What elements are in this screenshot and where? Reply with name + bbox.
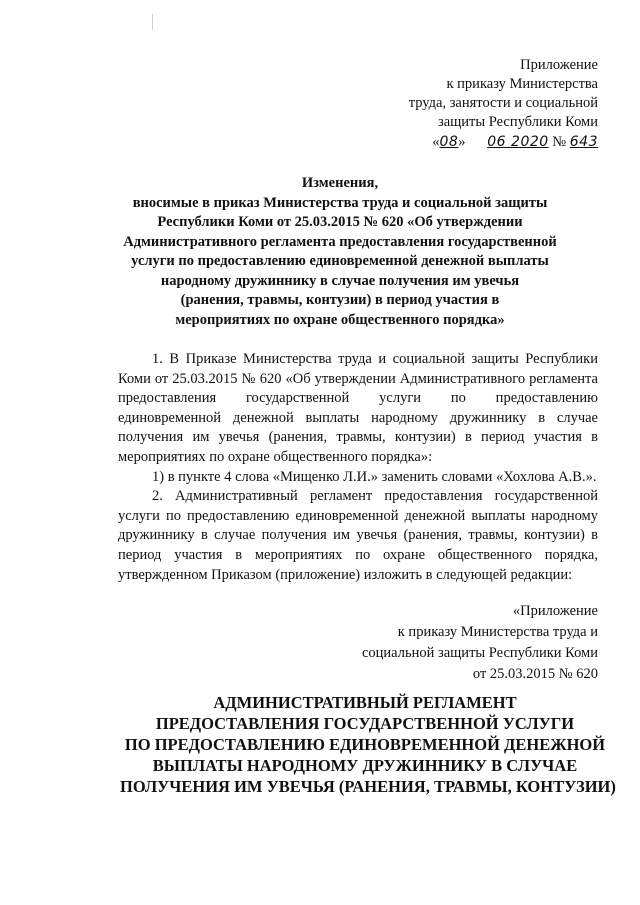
appendix-line: социальной защиты Республики Коми xyxy=(361,645,598,661)
changes-title-line: услуги по предоставлению единовременной денежной выплаты xyxy=(131,253,549,269)
appendix-line: от 25.03.2015 № 620 xyxy=(472,666,598,682)
regulation-title-line: ПРЕДОСТАВЛЕНИЯ ГОСУДАРСТВЕННОЙ УСЛУГИ xyxy=(155,714,575,733)
regulation-appendix-header xyxy=(298,601,598,685)
order-quote-close: » xyxy=(458,134,466,150)
appendix-line: к приказу Министерства труда и xyxy=(397,624,598,640)
appendix-line: «Приложение xyxy=(512,603,598,619)
regulation-title-line: АДМИНИСТРАТИВНЫЙ РЕГЛАМЕНТ xyxy=(213,693,517,712)
header-line: защиты Республики Коми xyxy=(437,114,598,130)
header-line: труда, занятости и социальной xyxy=(408,95,598,111)
order-quote-open: « xyxy=(432,134,440,150)
order-date-number xyxy=(338,133,598,152)
paragraph-2: 2. Административный регламент предоставления государственной услуги по предоставлению единовременной денежной выплаты народному дружиннику в случае получения им увечья (ранения, травмы, контузии) в период участия в мероприятиях по охране общественного порядка, утвержденном Приказом (приложение) изложить в следующей редакции: xyxy=(118,488,598,583)
changes-title-line: народному дружиннику в случае получения им увечья xyxy=(160,272,520,289)
changes-title-line: Изменения, xyxy=(301,175,379,191)
order-date-handwritten: 06 2020 xyxy=(487,134,549,150)
document-body xyxy=(118,350,598,585)
changes-title-line: (ранения, травмы, контузии) в период участия в xyxy=(180,292,500,308)
paragraph-1: 1. В Приказе Министерства труда и социальной защиты Республики Коми от 25.03.2015 № 620 «Об утверждении Административного регламента предоставления государственной услуги по предоставлению единовременной денежной выплаты народному дружиннику в случае получения им увечья (ранения, травмы, контузии) в период участия в мероприятиях по охране общественного порядка»: xyxy=(118,351,598,465)
order-attachment-header xyxy=(338,56,598,152)
paragraph-1-subitem-1: 1) в пункте 4 слова «Мищенко Л.И.» заменить словами «Хохлова А.В.». xyxy=(152,468,597,485)
changes-title xyxy=(120,174,560,330)
order-number-handwritten: 643 xyxy=(569,134,598,150)
changes-title-line: мероприятиях по охране общественного порядка» xyxy=(175,311,505,328)
regulation-title-line: ПО ПРЕДОСТАВЛЕНИЮ ЕДИНОВРЕМЕННОЙ ДЕНЕЖНОЙ xyxy=(124,735,606,754)
order-day-handwritten: 08 xyxy=(439,134,459,150)
regulation-title xyxy=(120,692,616,797)
header-line: к приказу Министерства xyxy=(446,76,598,92)
changes-title-line: Административного регламента предоставления государственной xyxy=(123,233,557,250)
header-line: Приложение xyxy=(520,57,598,73)
regulation-title-line: ПОЛУЧЕНИЯ ИМ УВЕЧЬЯ (РАНЕНИЯ, ТРАВМЫ, КОНТУЗИИ) xyxy=(120,777,616,796)
order-number-label: № xyxy=(552,134,567,150)
changes-title-line: вносимые в приказ Министерства труда и социальной защиты xyxy=(132,194,548,211)
scan-artifact xyxy=(152,14,153,30)
regulation-title-line: ВЫПЛАТЫ НАРОДНОМУ ДРУЖИННИКУ В СЛУЧАЕ xyxy=(152,756,578,775)
changes-title-line: Республики Коми от 25.03.2015 № 620 «Об утверждении xyxy=(157,214,523,230)
